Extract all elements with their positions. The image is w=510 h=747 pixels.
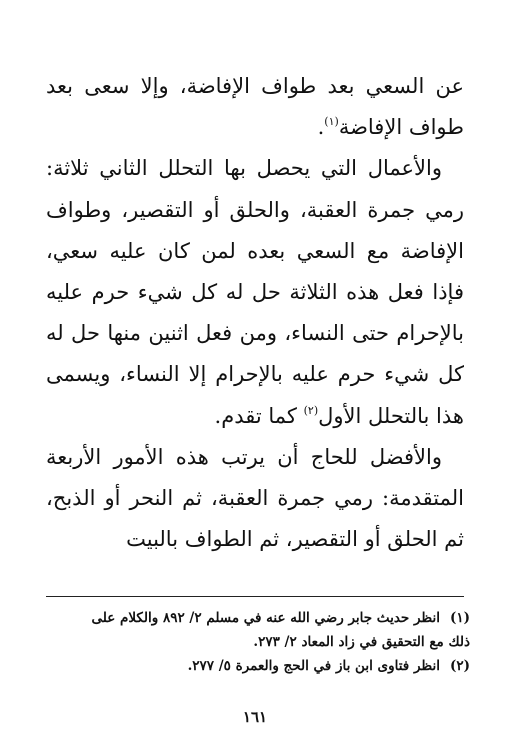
- page-number: ١٦١: [242, 708, 268, 726]
- paragraph-1: [46, 66, 464, 148]
- footnote-1-line-1: انظر حديث جابر رضي الله عنه في مسلم ٢/ ٨٩٢ والكلام على: [91, 610, 440, 626]
- footnote-1-number: (١): [449, 610, 470, 626]
- paragraph-1-tail: .: [317, 115, 325, 140]
- footnote-2: [40, 654, 470, 678]
- paragraph-2: [46, 148, 464, 436]
- main-text: [46, 66, 464, 560]
- paragraph-3: [46, 437, 464, 561]
- footnote-1: [40, 606, 470, 630]
- footnote-2-number: (٢): [449, 658, 470, 674]
- paragraph-1-text: عن السعي بعد طواف الإفاضة، وإلا سعى بعد طواف الإفاضة: [46, 74, 464, 140]
- paragraph-3-text: والأفضل للحاج أن يرتب هذه الأمور الأربعة المتقدمة: رمي جمرة العقبة، ثم النحر أو الذبح، ثم الحلق أو التقصير، ثم الطواف بالبيت: [46, 444, 464, 552]
- footnote-1-line-2: ذلك مع التحقيق في زاد المعاد ٢/ ٢٧٣.: [253, 634, 470, 650]
- footnote-ref-2[interactable]: (٢): [303, 403, 319, 417]
- footnote-divider: [46, 596, 464, 597]
- footnote-1-continuation: [40, 630, 470, 654]
- footnote-2-line-1: انظر فتاوى ابن باز في الحج والعمرة ٥/ ٢٧٧.: [187, 658, 440, 674]
- paragraph-2-tail: كما تقدم.: [214, 403, 304, 428]
- footnotes: [40, 606, 470, 678]
- footnote-ref-1[interactable]: (١): [324, 115, 339, 129]
- paragraph-2-text: والأعمال التي يحصل بها التحلل الثاني ثلاثة: رمي جمرة العقبة، والحلق أو التقصير، وطواف الإفاضة مع السعي بعده لمن كان عليه سعي، فإذا فعل هذه الثلاثة حل له كل شيء حرم عليه بالإحرام حتى النساء، ومن فعل اثنين منها حل له كل شيء حرم عليه بالإحرام إلا النساء، ويسمى هذا بالتحلل الأول: [46, 156, 464, 428]
